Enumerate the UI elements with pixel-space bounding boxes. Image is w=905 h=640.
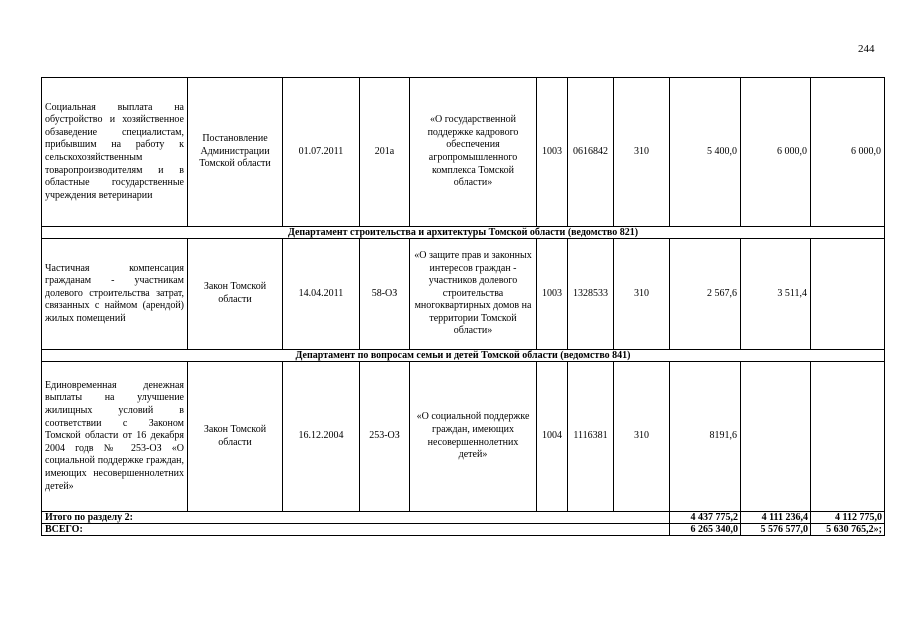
- legal-act-number: 201а: [360, 78, 410, 227]
- grand-total-year-1: 6 265 340,0: [670, 524, 741, 536]
- amount-year-3: [811, 362, 885, 512]
- table-row: [42, 78, 885, 227]
- grand-total-year-2: 5 576 577,0: [741, 524, 811, 536]
- department-header: Департамент строительства и архитектуры Томской области (ведомство 821): [42, 227, 885, 239]
- legal-act-number: 58-ОЗ: [360, 239, 410, 350]
- payment-description: Частичная компенсация гражданам - участникам долевого строительства затрат, связанных с наймом (арендой) жилых помещений: [42, 239, 188, 350]
- legal-act-date: 14.04.2011: [283, 239, 360, 350]
- legal-act-type: Постановление Администрации Томской области: [188, 78, 283, 227]
- expense-type-code: 310: [614, 239, 670, 350]
- amount-year-1: 5 400,0: [670, 78, 741, 227]
- section-code: 1004: [537, 362, 568, 512]
- payment-description: Единовременная денежная выплаты на улучшение жилищных условий в соответствии с Законом Томской области от 16 декабря 2004 годв № 253-ОЗ «О социальной поддержке граждан, имеющих несовершеннолетних детей»: [42, 362, 188, 512]
- grand-total-year-3: 5 630 765,2»;: [811, 524, 885, 536]
- amount-year-1: 8191,6: [670, 362, 741, 512]
- amount-year-3: [811, 239, 885, 350]
- article-code: 1328533: [568, 239, 614, 350]
- grand-total-row: [42, 524, 885, 536]
- department-header-row: [42, 227, 885, 239]
- legal-act-title: «О защите прав и законных интересов граждан - участников долевого строительства многоквартирных домов на территории Томской области»: [410, 239, 537, 350]
- article-code: 0616842: [568, 78, 614, 227]
- expense-type-code: 310: [614, 362, 670, 512]
- amount-year-2: 6 000,0: [741, 78, 811, 227]
- section-total-row: [42, 512, 885, 524]
- amount-year-3: 6 000,0: [811, 78, 885, 227]
- total-year-2: 4 111 236,4: [741, 512, 811, 524]
- legal-act-type: Закон Томской области: [188, 239, 283, 350]
- legal-act-date: 01.07.2011: [283, 78, 360, 227]
- total-label: Итого по разделу 2:: [42, 512, 670, 524]
- page-number: 244: [858, 43, 875, 55]
- expense-type-code: 310: [614, 78, 670, 227]
- amount-year-2: [741, 362, 811, 512]
- total-year-1: 4 437 775,2: [670, 512, 741, 524]
- department-header-row: [42, 350, 885, 362]
- amount-year-2: 3 511,4: [741, 239, 811, 350]
- grand-total-label: ВСЕГО:: [42, 524, 670, 536]
- legal-act-title: «О социальной поддержке граждан, имеющих несовершеннолетних детей»: [410, 362, 537, 512]
- total-year-3: 4 112 775,0: [811, 512, 885, 524]
- payment-description: Социальная выплата на обустройство и хозяйственное обзаведение специалистам, прибывшим на работу к сельскохозяйственным товаропроизводителям и в областные государственные учреждения ветеринарии: [42, 78, 188, 227]
- legal-act-number: 253-ОЗ: [360, 362, 410, 512]
- legal-act-title: «О государственной поддержке кадрового обеспечения агропромышленного комплекса Томской области»: [410, 78, 537, 227]
- department-header: Департамент по вопросам семьи и детей Томской области (ведомство 841): [42, 350, 885, 362]
- table-row: [42, 362, 885, 512]
- section-code: 1003: [537, 78, 568, 227]
- table-row: [42, 239, 885, 350]
- section-code: 1003: [537, 239, 568, 350]
- legal-act-date: 16.12.2004: [283, 362, 360, 512]
- article-code: 1116381: [568, 362, 614, 512]
- amount-year-1: 2 567,6: [670, 239, 741, 350]
- legal-act-type: Закон Томской области: [188, 362, 283, 512]
- budget-table: [41, 77, 885, 536]
